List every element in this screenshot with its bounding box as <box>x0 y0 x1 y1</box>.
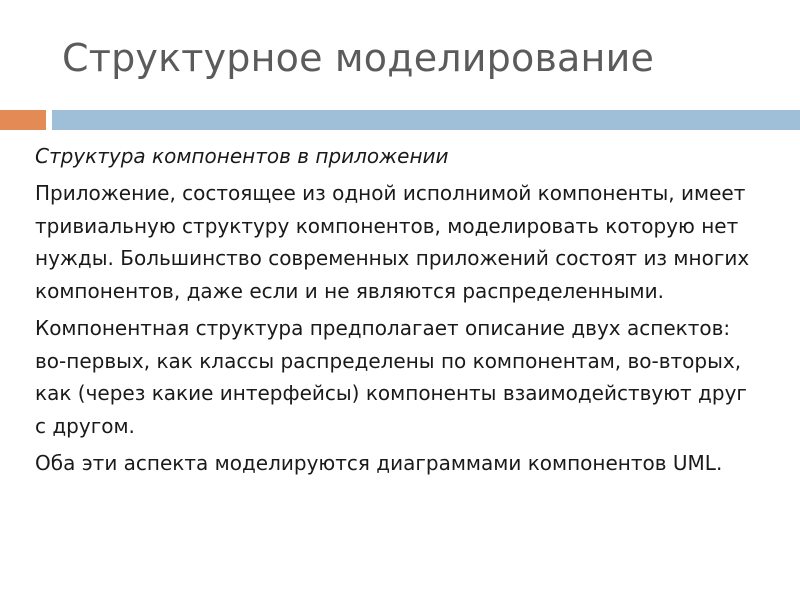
body-paragraph-3: Оба эти аспекта моделируются диаграммами компонентов UML. <box>35 451 723 475</box>
accent-bar-blue <box>52 110 800 130</box>
slide-subtitle: Структура компонентов в приложении <box>35 144 449 168</box>
slide-title: Структурное моделирование <box>62 36 655 80</box>
body-paragraph-2: Компонентная структура предполагает описание двух аспектов: во-первых, как классы распределены по компонентам, во-вторых, как (через какие интерфейсы) компоненты взаимодействуют друг с другом. <box>35 316 747 438</box>
body-paragraph-1: Приложение, состоящее из одной исполнимой компоненты, имеет тривиальную структуру компонентов, моделировать которую нет нужды. Большинство современных приложений состоят из многих компонентов, даже если и не являются распределенными. <box>35 181 750 303</box>
accent-bar-orange <box>0 110 46 130</box>
slide-body <box>35 141 750 485</box>
